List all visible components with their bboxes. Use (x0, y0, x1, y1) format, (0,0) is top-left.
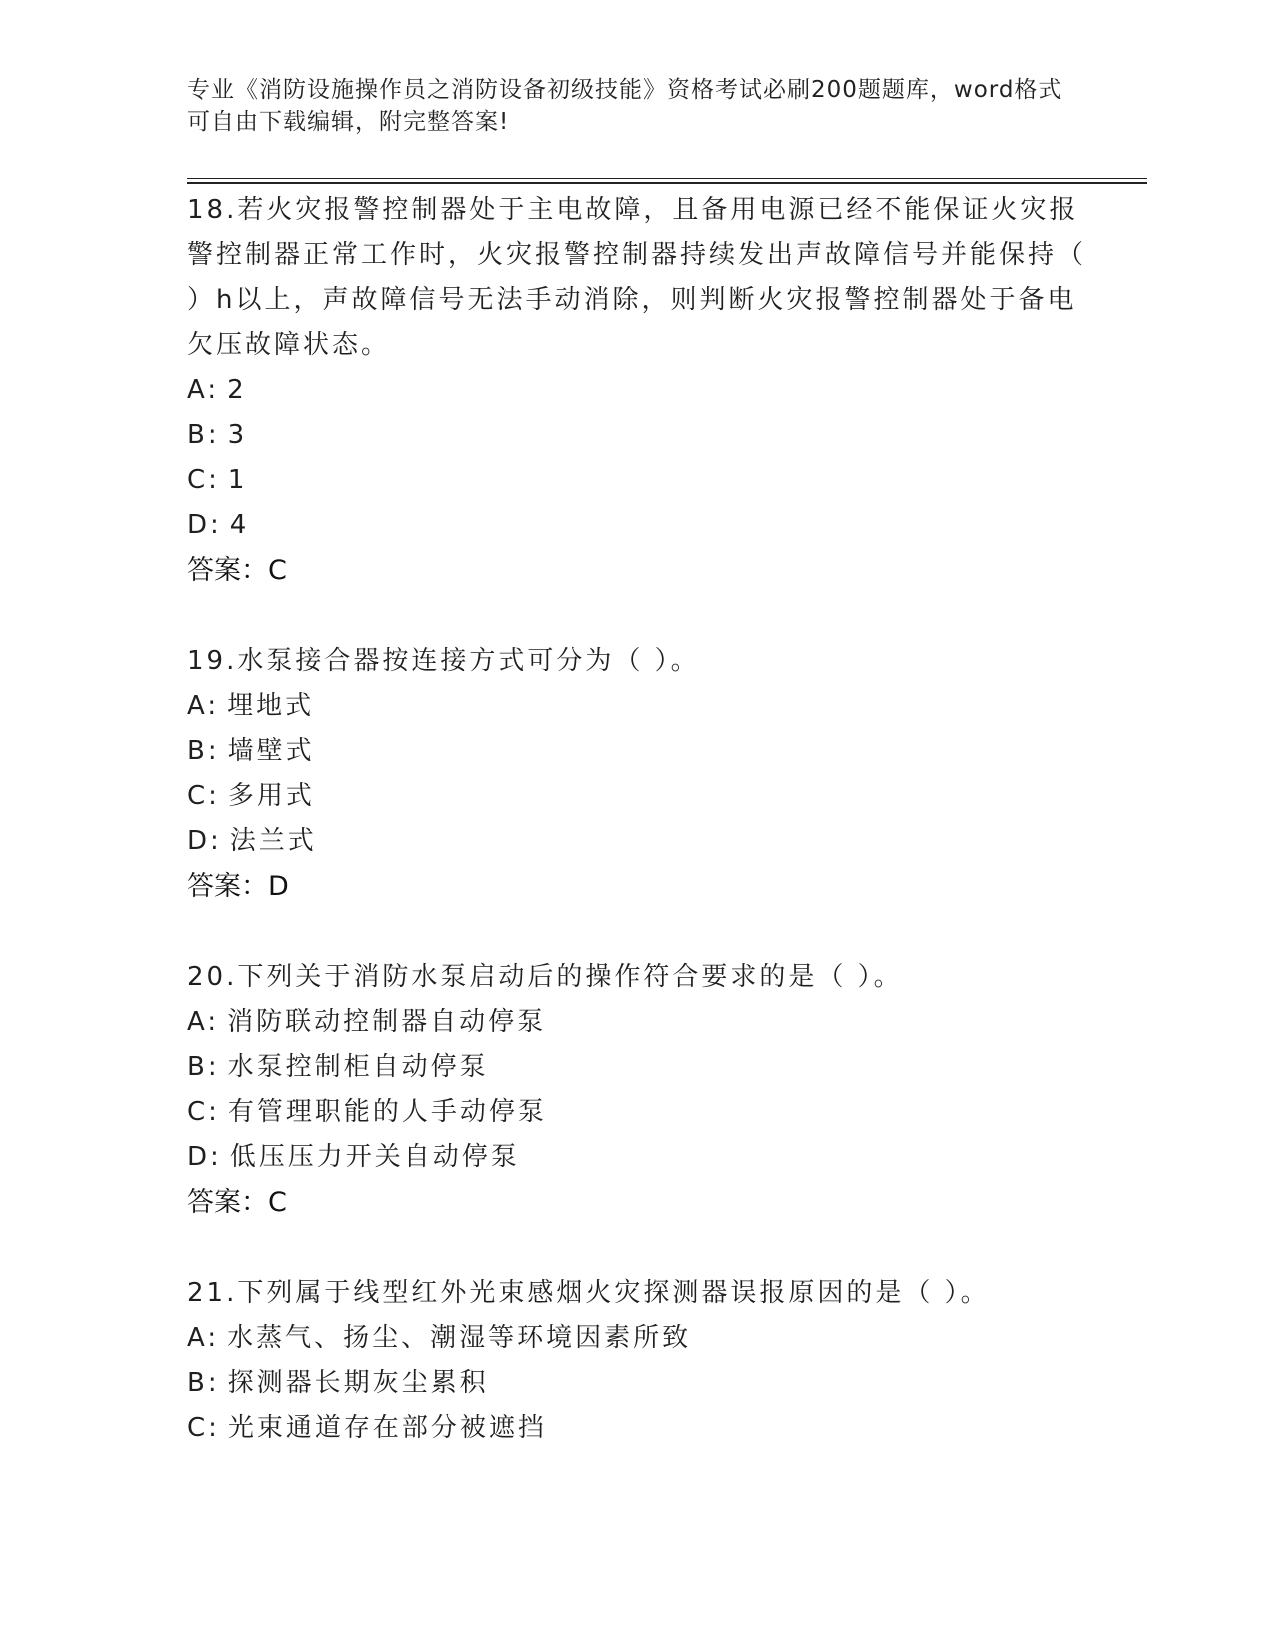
option-a (187, 684, 1087, 729)
option-c (187, 774, 1087, 819)
questions-list (187, 188, 1087, 1451)
option-text: 水蒸气、扬尘、潮湿等环境因素所致 (227, 1323, 692, 1353)
options-list (187, 368, 1087, 548)
spacer (187, 909, 1087, 955)
option-label: C: (187, 465, 220, 495)
option-d (187, 1135, 1087, 1180)
options-list (187, 684, 1087, 864)
answer-line: 答案：C (187, 1187, 287, 1218)
question-20 (187, 955, 1087, 1225)
option-text: 光束通道存在部分被遮挡 (227, 1413, 547, 1443)
question-text (187, 955, 1087, 1000)
option-d (187, 819, 1087, 864)
question-body: 下列关于消防水泵启动后的操作符合要求的是（ ）。 (237, 962, 903, 992)
option-b (187, 1045, 1087, 1090)
option-label: B: (187, 1368, 220, 1398)
answer-line: 答案：C (187, 555, 287, 586)
option-label: A: (187, 1007, 220, 1037)
options-list (187, 1316, 1087, 1451)
option-text: 水泵控制柜自动停泵 (227, 1052, 489, 1082)
question-number: 18. (187, 195, 238, 225)
question-body: 若火灾报警控制器处于主电故障，且备用电源已经不能保证火灾报警控制器正常工作时，火灾报警控制器持续发出声故障信号并能保持（ ）h以上，声故障信号无法手动消除，则判断火灾报警控制器处于备电欠压故障状态。 (187, 195, 1087, 360)
header-divider-thin (187, 178, 1147, 179)
option-b (187, 1361, 1087, 1406)
answer-line: 答案：D (187, 871, 289, 902)
option-a (187, 1000, 1087, 1045)
question-text (187, 639, 1087, 684)
option-text: 2 (227, 375, 247, 405)
option-c (187, 458, 1087, 503)
option-d (187, 503, 1087, 548)
option-b (187, 729, 1087, 774)
question-18 (187, 188, 1087, 593)
header-divider-thick (187, 182, 1147, 184)
question-body: 水泵接合器按连接方式可分为（ ）。 (237, 646, 700, 676)
option-label: D: (187, 1142, 222, 1172)
header-text: 专业《消防设施操作员之消防设备初级技能》资格考试必刷200题题库，word格式可自由下载编辑，附完整答案! (187, 77, 1063, 135)
question-number: 19. (187, 646, 238, 676)
option-label: B: (187, 736, 220, 766)
option-label: D: (187, 510, 222, 540)
question-number: 21. (187, 1278, 238, 1308)
option-text: 3 (227, 420, 248, 450)
option-a (187, 1316, 1087, 1361)
spacer (187, 593, 1087, 639)
option-text: 墙壁式 (227, 736, 315, 766)
question-text (187, 188, 1087, 368)
option-label: A: (187, 691, 220, 721)
option-label: D: (187, 826, 222, 856)
option-text: 法兰式 (229, 826, 317, 856)
option-a (187, 368, 1087, 413)
option-c (187, 1090, 1087, 1135)
spacer (187, 1225, 1087, 1271)
option-label: C: (187, 1097, 220, 1127)
option-label: B: (187, 420, 220, 450)
option-text: 多用式 (227, 781, 315, 811)
option-label: C: (187, 781, 220, 811)
option-label: B: (187, 1052, 220, 1082)
option-b (187, 413, 1087, 458)
question-21 (187, 1271, 1087, 1451)
option-label: A: (187, 375, 220, 405)
document-header (187, 74, 1067, 138)
question-19 (187, 639, 1087, 909)
option-label: A: (187, 1323, 220, 1353)
option-text: 1 (227, 465, 248, 495)
option-c (187, 1406, 1087, 1451)
option-text: 消防联动控制器自动停泵 (227, 1007, 547, 1037)
option-label: C: (187, 1413, 220, 1443)
option-text: 有管理职能的人手动停泵 (227, 1097, 547, 1127)
option-text: 4 (229, 510, 250, 540)
option-text: 探测器长期灰尘累积 (227, 1368, 489, 1398)
question-text (187, 1271, 1087, 1316)
options-list (187, 1000, 1087, 1180)
option-text: 低压压力开关自动停泵 (229, 1142, 520, 1172)
option-text: 埋地式 (227, 691, 315, 721)
question-body: 下列属于线型红外光束感烟火灾探测器误报原因的是（ ）。 (237, 1278, 990, 1308)
question-number: 20. (187, 962, 238, 992)
